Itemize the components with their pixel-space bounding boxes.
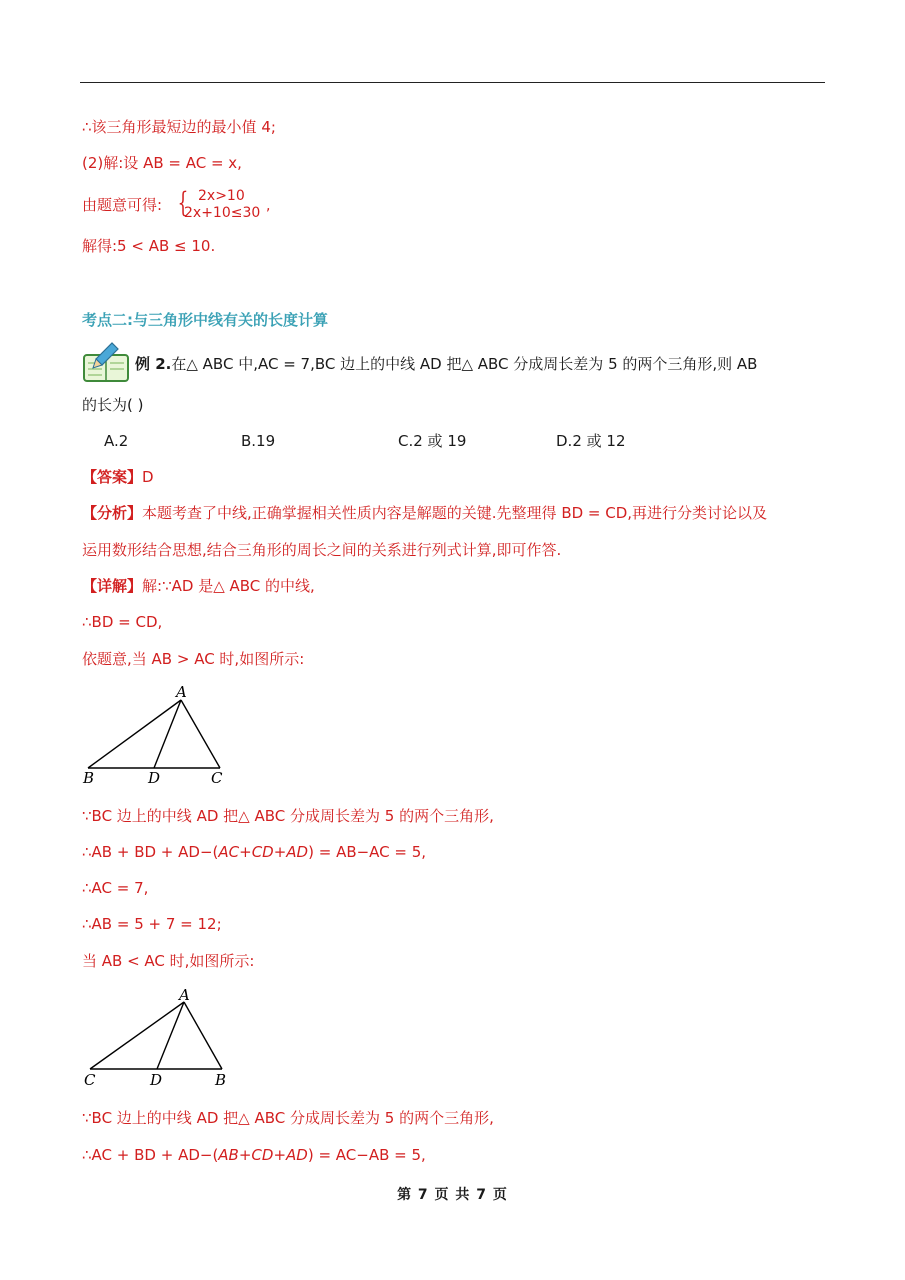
detail-line-7: ∴AB = 5 + 7 = 12; bbox=[82, 915, 222, 933]
left-brace-icon: { bbox=[177, 186, 189, 219]
system-label: 由题意可得: bbox=[82, 196, 163, 214]
fig1-label-a: A bbox=[176, 683, 187, 701]
detail-line-8: 当 AB < AC 时,如图所示: bbox=[82, 952, 255, 970]
analysis-line-1 bbox=[82, 503, 767, 523]
detail-line-5 bbox=[82, 842, 426, 862]
system-eq-1: 2x>10 bbox=[198, 188, 245, 204]
header-rule bbox=[80, 82, 825, 83]
fig2-label-a: A bbox=[179, 986, 190, 1004]
detail-line-10 bbox=[82, 1145, 426, 1165]
option-d: D.2 或 12 bbox=[556, 432, 626, 450]
system-eq-2: 2x+10≤30 bbox=[184, 205, 261, 221]
fig1-label-d: D bbox=[148, 769, 161, 787]
detail-tag: 【详解】 bbox=[82, 577, 143, 595]
fig2-label-d: D bbox=[150, 1071, 163, 1089]
detail-line-4: ∵BC 边上的中线 AD 把△ ABC 分成周长差为 5 的两个三角形, bbox=[82, 807, 494, 825]
fig1-label-c: C bbox=[211, 769, 223, 787]
answer-line bbox=[82, 467, 154, 487]
detail-line-2: ∴BD = CD, bbox=[82, 613, 163, 631]
example-label: 例 2. bbox=[135, 355, 172, 373]
example-text: 在△ ABC 中,AC = 7,BC 边上的中线 AD 把△ ABC 分成周长差为 5 的两个三角形,则 AB bbox=[171, 355, 758, 373]
detail-line-6: ∴AC = 7, bbox=[82, 879, 149, 897]
answer-tag: 【答案】 bbox=[82, 468, 143, 486]
example-2-line-2: 的长为( ) bbox=[82, 396, 144, 414]
fig1-label-b: B bbox=[83, 769, 95, 787]
text-line-2: (2)解:设 AB = AC = x, bbox=[82, 154, 242, 172]
text-line-4: 解得:5 < AB ≤ 10. bbox=[82, 237, 216, 255]
detail-10b: AB+CD+AD bbox=[218, 1146, 308, 1164]
analysis-tag: 【分析】 bbox=[82, 504, 143, 522]
answer-value: D bbox=[142, 468, 154, 486]
detail-line-1 bbox=[82, 576, 315, 596]
option-c: C.2 或 19 bbox=[398, 432, 467, 450]
detail-5b: AC+CD+AD bbox=[218, 843, 309, 861]
detail-5c: ) = AB−AC = 5, bbox=[308, 843, 427, 861]
analysis-text-1: 本题考查了中线,正确掌握相关性质内容是解题的关键.先整理得 BD = CD,再进行分类讨论以及 bbox=[142, 504, 768, 522]
option-a: A.2 bbox=[104, 432, 129, 450]
fig2-label-b: B bbox=[215, 1071, 227, 1089]
detail-line-3: 依题意,当 AB > AC 时,如图所示: bbox=[82, 650, 305, 668]
page-footer: 第 7 页 共 7 页 bbox=[397, 1187, 508, 1203]
text-line-1: ∴该三角形最短边的最小值 4; bbox=[82, 118, 276, 136]
triangle-figure-1 bbox=[80, 682, 240, 788]
example-2-line-1 bbox=[135, 354, 757, 374]
section-heading: 考点二:与三角形中线有关的长度计算 bbox=[82, 311, 329, 329]
detail-line-9: ∵BC 边上的中线 AD 把△ ABC 分成周长差为 5 的两个三角形, bbox=[82, 1109, 494, 1127]
fig2-label-c: C bbox=[84, 1071, 96, 1089]
detail-10a: ∴AC + BD + AD−( bbox=[82, 1146, 219, 1164]
detail-10c: ) = AC−AB = 5, bbox=[307, 1146, 426, 1164]
notebook-pen-icon bbox=[82, 341, 132, 383]
option-b: B.19 bbox=[241, 432, 276, 450]
analysis-line-2: 运用数形结合思想,结合三角形的周长之间的关系进行列式计算,即可作答. bbox=[82, 541, 562, 559]
detail-text-1: 解:∵AD 是△ ABC 的中线, bbox=[142, 577, 315, 595]
triangle-figure-2 bbox=[80, 985, 240, 1091]
detail-5a: ∴AB + BD + AD−( bbox=[82, 843, 219, 861]
system-comma: , bbox=[266, 198, 271, 214]
